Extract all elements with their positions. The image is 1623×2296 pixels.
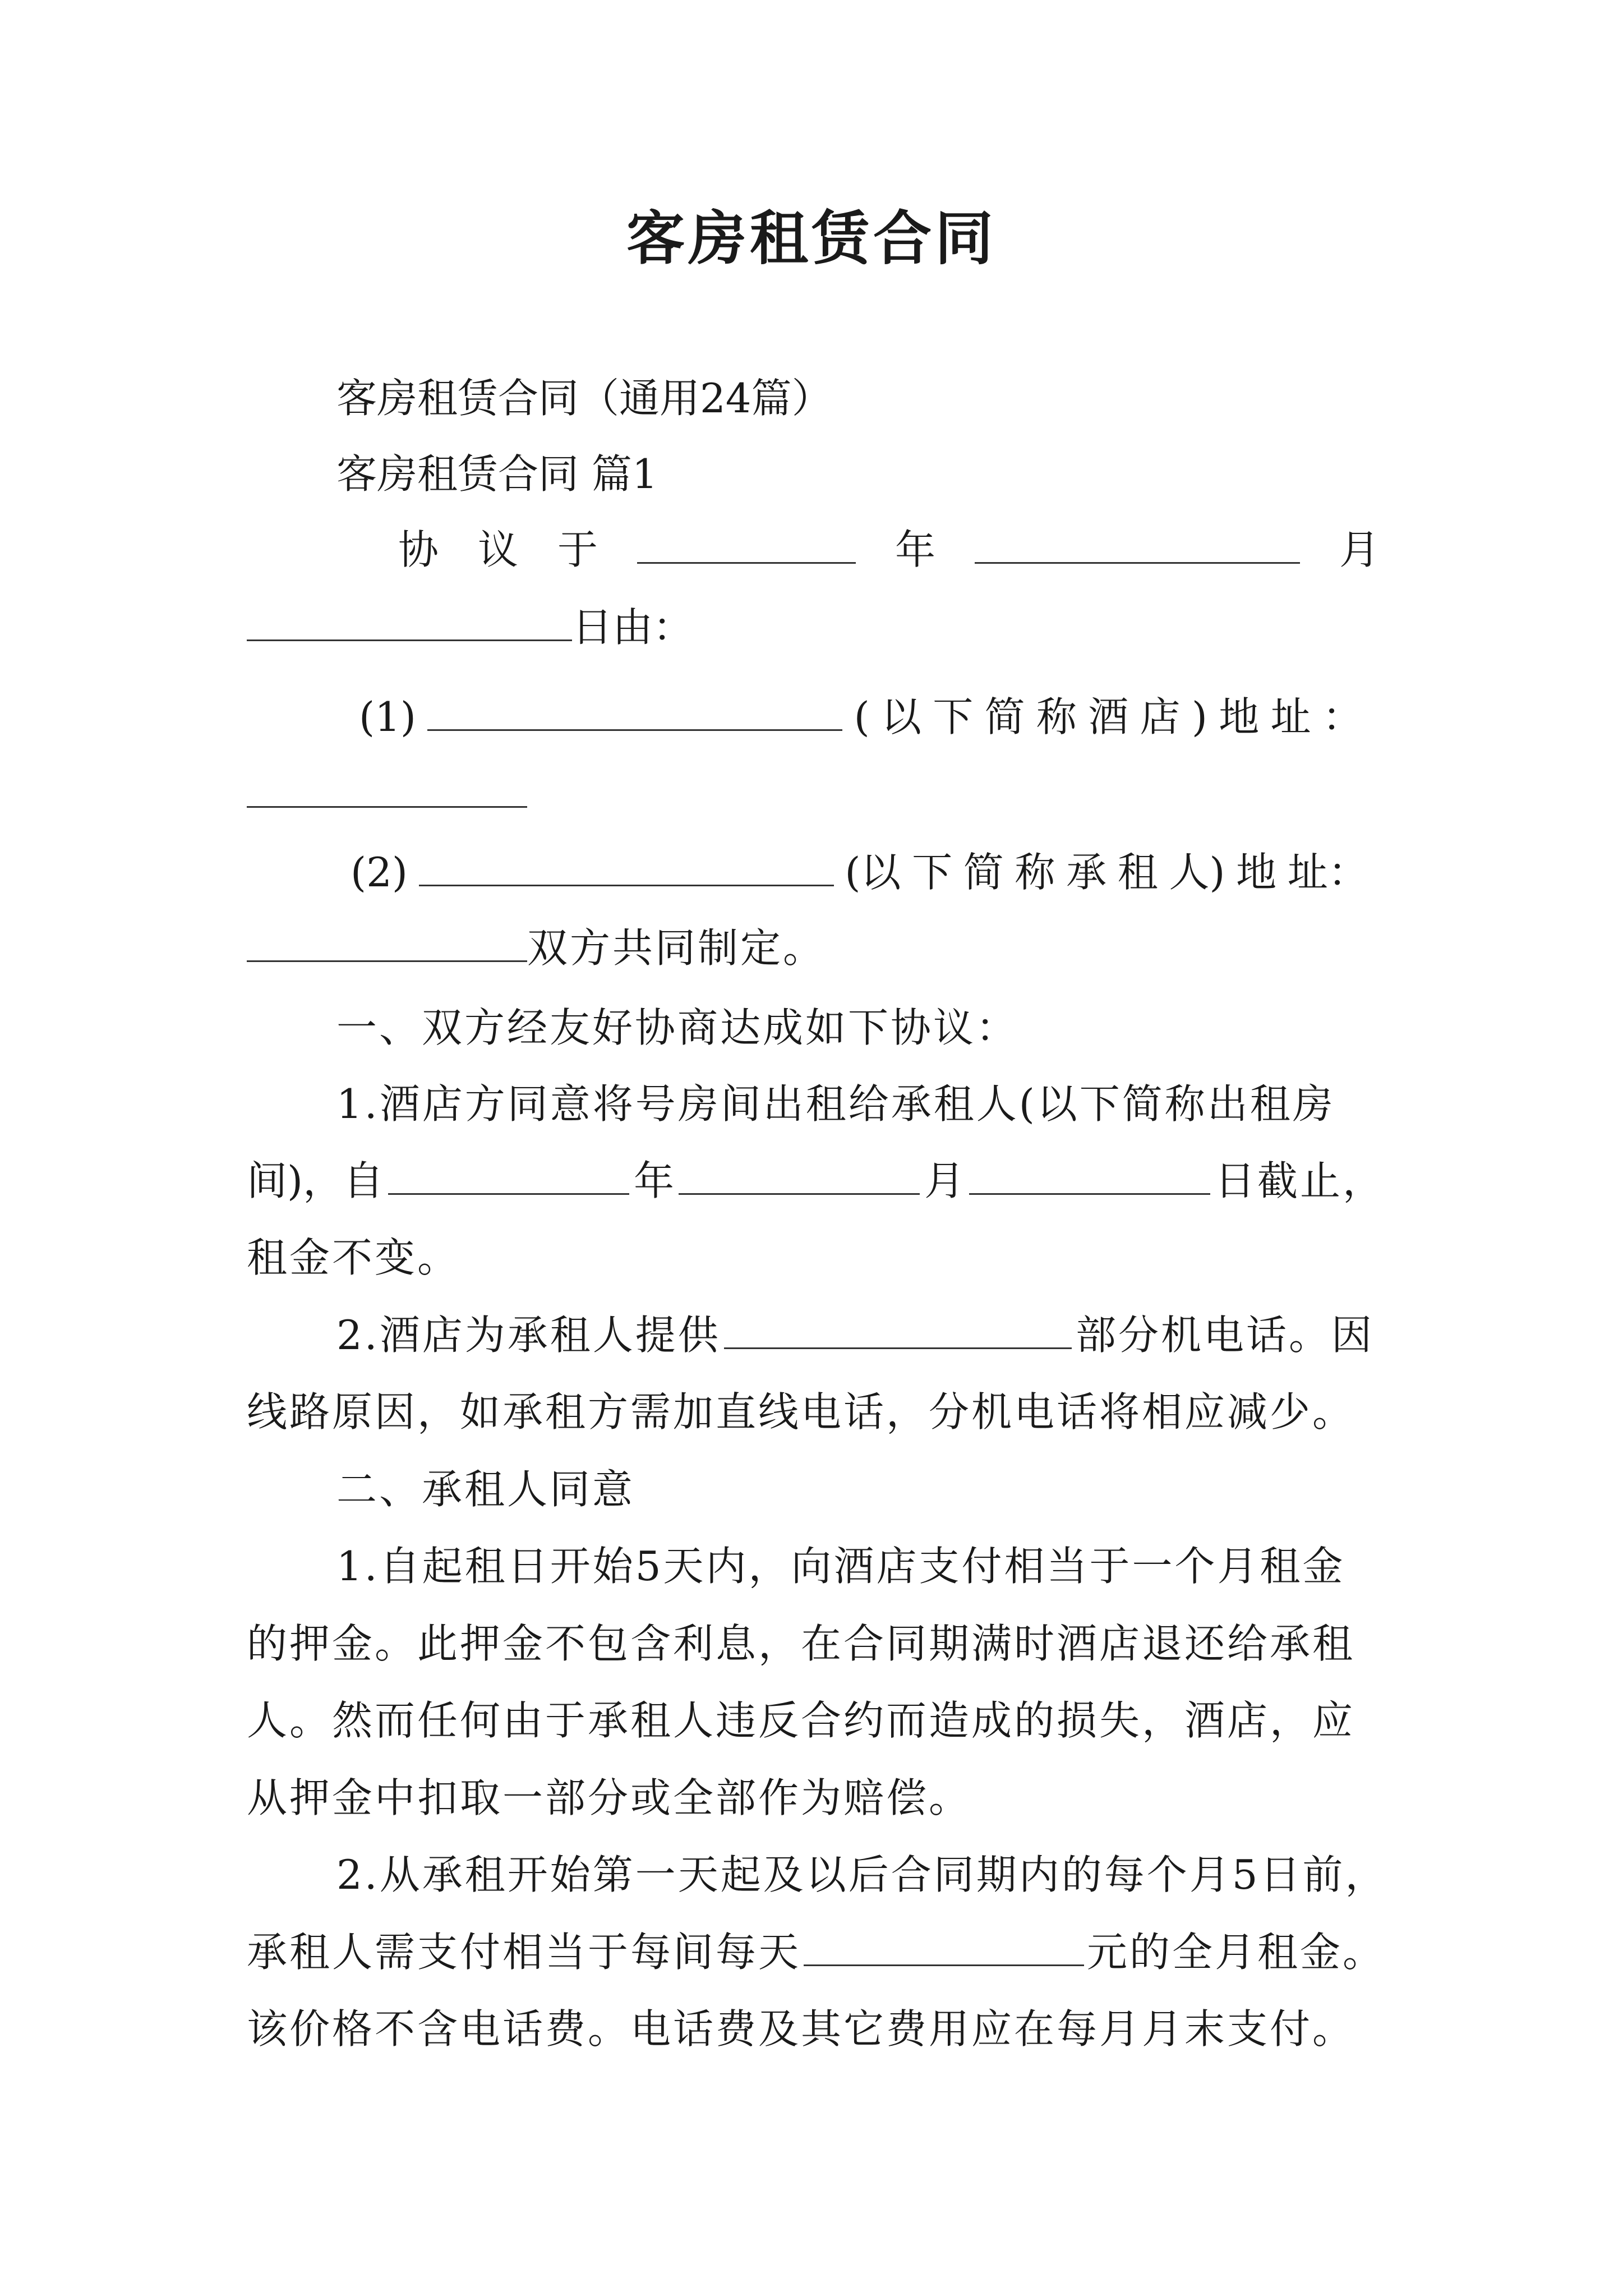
- document-title: 客房租赁合同: [626, 204, 997, 273]
- clause2-1-line2: 的押金。此押金不包含利息，在合同期满时酒店退还给承租: [247, 1620, 1355, 1667]
- clause2-1-line1: 1.自起租日开始5天内，向酒店支付相当于一个月租金: [336, 1543, 1345, 1590]
- blank-year: [637, 523, 856, 564]
- clause1-2-line1: [336, 1307, 1374, 1363]
- agreement-date-line: [398, 522, 1380, 578]
- text-clause1-2-b: 部分机电话。因: [1075, 1312, 1374, 1359]
- party1-number: (1): [359, 693, 416, 740]
- text-char: 议: [478, 526, 519, 573]
- clause1-1-line2: [247, 1153, 1385, 1209]
- text-clause2-2-b: 元的全月租金。: [1086, 1929, 1385, 1976]
- text-char: 址：: [1287, 849, 1368, 896]
- blank-extension-count: [724, 1308, 1072, 1349]
- text-char: 于: [557, 526, 598, 573]
- text-year: 年: [634, 1157, 675, 1204]
- text-clause1-1-a: 间)，自: [247, 1157, 384, 1204]
- clause2-2-line1: 2.从承租开始第一天起及以后合同期内的每个月5日前，: [336, 1851, 1388, 1898]
- blank-start-year: [388, 1154, 629, 1195]
- text-month: 月: [1339, 526, 1380, 573]
- text-year: 年: [895, 526, 935, 573]
- section-two-heading: 二、承租人同意: [336, 1466, 635, 1513]
- blank-day: [247, 600, 572, 641]
- text-char: (: [854, 693, 870, 740]
- text-char: 人): [1169, 849, 1225, 896]
- clause2-2-line2: [247, 1924, 1385, 1980]
- document-subtitle: 客房租赁合同（通用24篇）: [336, 375, 832, 422]
- text-char: 协: [398, 526, 439, 573]
- clause1-2-line2: 线路原因，如承租方需加直线电话，分机电话将相应减少。: [247, 1388, 1355, 1435]
- blank-start-day: [969, 1154, 1210, 1195]
- clause2-1-line4: 从押金中扣取一部分或全部作为赔偿。: [247, 1774, 972, 1821]
- text-char: 酒: [1088, 693, 1129, 740]
- text-char: 租: [1117, 849, 1158, 896]
- text-month: 月: [924, 1157, 965, 1204]
- text-char: 店: [1140, 693, 1181, 740]
- blank-daily-rent: [804, 1925, 1084, 1966]
- section-one-heading: 一、双方经友好协商达成如下协议：: [336, 1004, 1019, 1051]
- party2-number: (2): [351, 849, 408, 896]
- text-char: ): [1191, 693, 1207, 740]
- text-day-by: 日由：: [572, 604, 694, 651]
- text-jointly-made: 双方共同制定。: [527, 924, 826, 972]
- text-char: 地: [1236, 849, 1277, 896]
- text-char: 下: [933, 693, 974, 740]
- text-char: 简: [963, 849, 1004, 896]
- clause1-1-line3: 租金不变。: [247, 1234, 460, 1281]
- text-clause1-1-end: 日截止，: [1214, 1157, 1385, 1204]
- text-char: 承: [1066, 849, 1107, 896]
- text-char: 地: [1219, 693, 1260, 740]
- text-char: 称: [1015, 849, 1055, 896]
- party2-address-line: [247, 920, 1385, 976]
- text-char: (以: [845, 849, 901, 896]
- text-char: 址: [1270, 693, 1311, 740]
- text-char: 称: [1036, 693, 1077, 740]
- blank-party1-address: [247, 767, 527, 808]
- text-char: 简: [984, 693, 1025, 740]
- blank-start-month: [679, 1154, 920, 1195]
- clause2-1-line3: 人。然而任何由于承租人违反合约而造成的损失，酒店，应: [247, 1697, 1355, 1744]
- blank-month: [975, 523, 1300, 564]
- agreement-day-line: [247, 599, 1385, 655]
- section-heading: 客房租赁合同 篇1: [336, 450, 658, 498]
- blank-party2-name: [419, 845, 834, 886]
- party1-address-line: [247, 766, 1385, 822]
- clause1-1-line1: 1.酒店方同意将号房间出租给承租人(以下简称出租房: [336, 1080, 1335, 1128]
- blank-party1-name: [427, 690, 842, 731]
- party2-line: [351, 844, 1368, 900]
- text-clause1-2-a: 2.酒店为承租人提供: [336, 1312, 721, 1359]
- text-char: ：: [1322, 693, 1363, 740]
- text-clause2-2-a: 承租人需支付相当于每间每天: [247, 1929, 801, 1976]
- text-char: 以: [880, 693, 921, 740]
- blank-party2-address: [247, 921, 527, 962]
- clause2-2-line3: 该价格不含电话费。电话费及其它费用应在每月月末支付。: [247, 2005, 1355, 2053]
- party1-line: [359, 689, 1363, 745]
- text-char: 下: [912, 849, 953, 896]
